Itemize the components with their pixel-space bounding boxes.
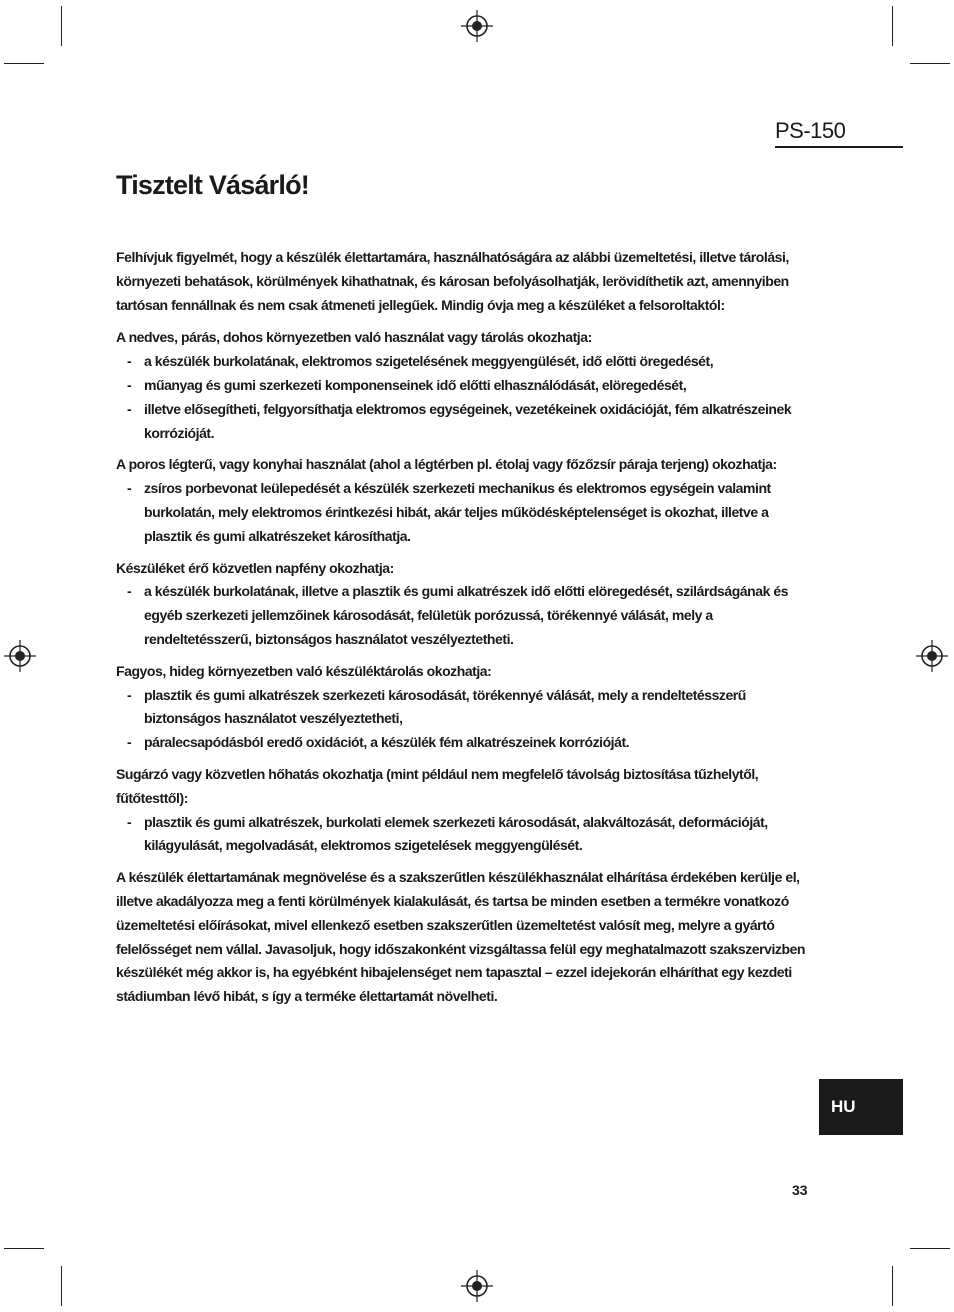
dash-bullet: -: [127, 813, 132, 830]
section-heading: Sugárzó vagy közvetlen hőhatás okozhatja (mint például nem megfelelő távolság biztosítása tűzhelytől, fűtőtesttől):: [116, 765, 759, 806]
registration-mark-icon: [461, 10, 493, 42]
bullet-list: [116, 811, 816, 859]
crop-mark: [892, 6, 893, 46]
crop-mark: [910, 1248, 950, 1249]
registration-mark-icon: [461, 1270, 493, 1302]
section-heading: A nedves, párás, dohos környezetben való használat vagy tárolás okozhatja:: [116, 329, 592, 346]
list-item: [116, 350, 816, 374]
document-body: [116, 246, 816, 1018]
crop-mark: [4, 1248, 44, 1249]
list-item-text: zsíros porbevonat leülepedését a készülék szerkezeti mechanikus és elektromos egységein valamint burkolatán, mely elektromos érintkezési hibát, akár teljes működésképtelenséget is okozhat, illetve a plasztik és gumi alkatrészeket károsíthatja.: [144, 480, 771, 544]
page-title: Tisztelt Vásárló!: [116, 170, 309, 200]
list-item-text: a készülék burkolatának, illetve a plasztik és gumi alkatrészek idő előtti elöregedését, szilárdságának és egyéb szerkezeti jellemzőinek károsodását, felületük porózussá, törékennyé válását, mely a rendeltetésszerű, biztonságos használatot veszélyeztetheti.: [144, 583, 789, 647]
dash-bullet: -: [127, 400, 132, 417]
page-number: 33: [792, 1182, 808, 1198]
list-item: [116, 811, 816, 859]
section-heading: Fagyos, hideg környezetben való készüléktárolás okozhatja:: [116, 662, 492, 679]
list-item: [116, 580, 816, 651]
crop-mark: [4, 63, 44, 64]
section-heading: Készüléket érő közvetlen napfény okozhatja:: [116, 559, 394, 576]
registration-mark-icon: [4, 640, 36, 672]
list-item-text: plasztik és gumi alkatrészek, burkolati elemek szerkezeti károsodását, alakváltozását, deformációját, kilágyulását, megolvadását, elektromos szigetelések meggyengülését.: [144, 813, 768, 854]
list-item-text: plasztik és gumi alkatrészek szerkezeti károsodását, törékennyé válását, mely a rendeltetésszerű biztonságos használatot veszélyeztetheti,: [144, 686, 746, 727]
list-item-text: a készülék burkolatának, elektromos szigetelésének meggyengülését, idő előtti öregedését,: [144, 353, 714, 370]
list-item-text: páralecsapódásból eredő oxidációt, a készülék fém alkatrészeinek korrózióját.: [144, 734, 630, 751]
section-heading: A poros légterű, vagy konyhai használat (ahol a légtérben pl. étolaj vagy főzőzsír páraja terjeng) okozhatja:: [116, 456, 777, 473]
dash-bullet: -: [127, 734, 132, 751]
list-item: [116, 398, 816, 446]
crop-mark: [61, 1266, 62, 1306]
model-name: PS-150: [775, 116, 903, 148]
list-item: [116, 684, 816, 732]
crop-mark: [910, 63, 950, 64]
bullet-list: [116, 350, 816, 445]
language-tab: HU: [819, 1079, 903, 1135]
list-item: [116, 477, 816, 548]
list-item-text: műanyag és gumi szerkezeti komponenseinek idő előtti elhasználódását, elöregedését,: [144, 376, 687, 393]
registration-mark-icon: [916, 640, 948, 672]
dash-bullet: -: [127, 480, 132, 497]
dash-bullet: -: [127, 686, 132, 703]
crop-mark: [61, 6, 62, 46]
closing-paragraph: A készülék élettartamának megnövelése és a szakszerűtlen készülékhasználat elhárítása érdekében kerülje el, illetve akadályozza meg a fenti körülmények kialakulását, és tartsa be minden esetben a termékre vonatkozó üzemeltetési előírásokat, mivel ellenkező esetben szakszerűtlen üzemeltetést valósít meg, melyre a gyártó felelősséget nem vállal. Javasoljuk, hogy időszakonként vizsgáltassa felül egy meghatalmazott szakszervizben készülékét még akkor is, ha egyébként hibajelenséget nem tapasztal – ezzel idejekorán elháríthat egy kezdeti stádiumban lévő hibát, s így a terméke élettartamát növelheti.: [116, 869, 806, 1005]
bullet-list: [116, 580, 816, 651]
intro-paragraph: Felhívjuk figyelmét, hogy a készülék élettartamára, használhatóságára az alábbi üzemeltetési, illetve tárolási, környezeti behatások, körülmények kihathatnak, és károsan befolyásolhatják, lerövidíthetik azt, amennyiben tartósan fennállnak és nem csak átmeneti jellegűek. Mindig óvja meg a készüléket a felsoroltaktól:: [116, 249, 789, 313]
crop-mark: [892, 1266, 893, 1306]
dash-bullet: -: [127, 353, 132, 370]
bullet-list: [116, 477, 816, 548]
list-item: [116, 374, 816, 398]
list-item-text: illetve elősegítheti, felgyorsíthatja elektromos egységeinek, vezetékeinek oxidációját, fém alkatrészeinek korrózióját.: [144, 400, 792, 441]
dash-bullet: -: [127, 376, 132, 393]
dash-bullet: -: [127, 583, 132, 600]
list-item: [116, 731, 816, 755]
bullet-list: [116, 684, 816, 755]
